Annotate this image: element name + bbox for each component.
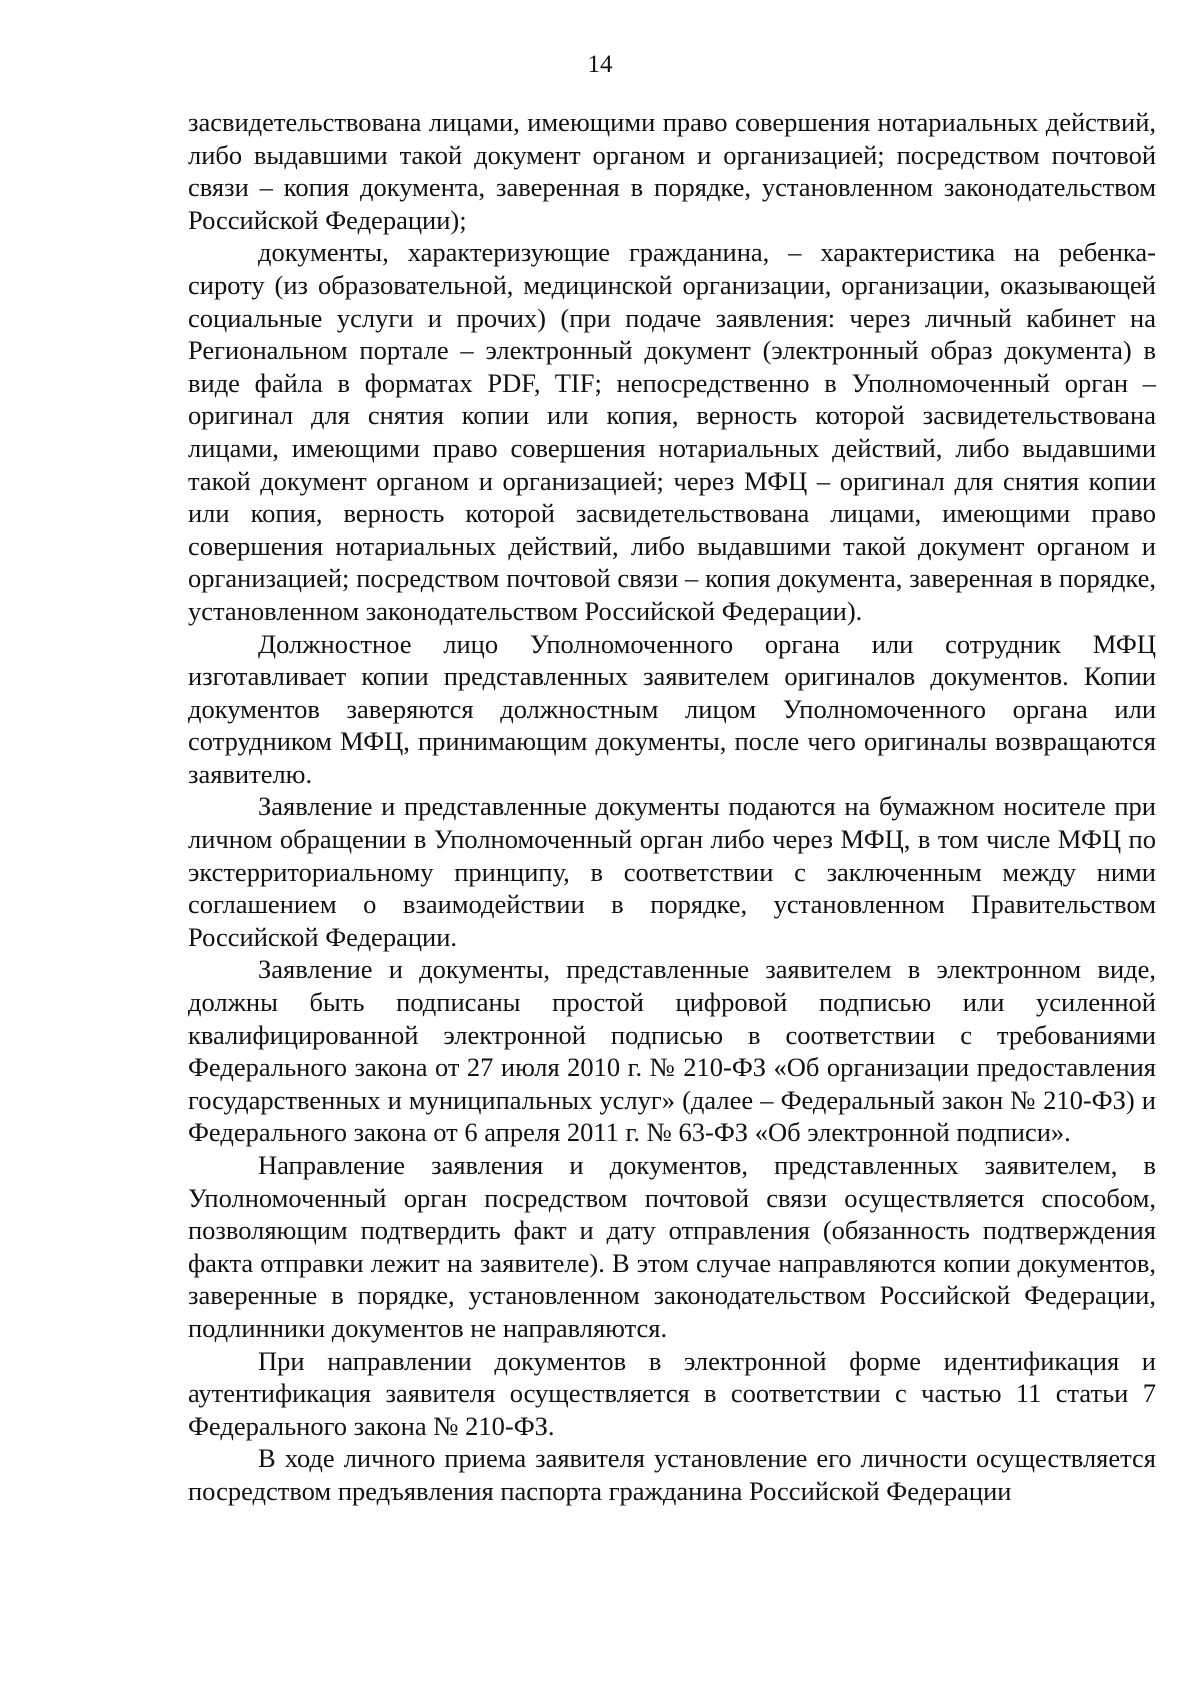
paragraph: Заявление и документы, представленные заявителем в электронном виде, должны быть подписаны простой цифровой подписью или усиленной квалифицированной электронной подписью в соответствии с требованиями Федерального закона от 27 июля 2010 г. № 210-ФЗ «Об организации предоставления государственных и муниципальных услуг» (далее – Федеральный закон № 210-ФЗ) и Федерального закона от 6 апреля 2011 г. № 63-ФЗ «Об электронной подписи». — [188, 954, 1156, 1148]
body-text — [188, 106, 1156, 1508]
paragraph: При направлении документов в электронной форме идентификация и аутентификация заявителя осуществляется в соответствии с частью 11 статьи 7 Федерального закона № 210-ФЗ. — [188, 1345, 1156, 1441]
paragraph: В ходе личного приема заявителя установление его личности осуществляется посредством предъявления паспорта гражданина Российской Федерации — [188, 1443, 1156, 1506]
paragraph: Должностное лицо Уполномоченного органа или сотрудник МФЦ изготавливает копии представленных заявителем оригиналов документов. Копии документов заверяются должностным лицом Уполномоченного органа или сотрудником МФЦ, принимающим документы, после чего оригиналы возвращаются заявителю. — [188, 628, 1156, 789]
paragraph: засвидетельствована лицами, имеющими право совершения нотариальных действий, либо выдавшими такой документ органом и организацией; посредством почтовой связи – копия документа, заверенная в порядке, установленном законодательством Российской Федерации); — [188, 107, 1156, 235]
paragraph: Направление заявления и документов, представленных заявителем, в Уполномоченный орган посредством почтовой связи осуществляется способом, позволяющим подтвердить факт и дату отправления (обязанность подтверждения факта отправки лежит на заявителе). В этом случае направляются копии документов, заверенные в порядке, установленном законодательством Российской Федерации, подлинники документов не направляются. — [188, 1150, 1156, 1343]
paragraph: Заявление и представленные документы подаются на бумажном носителе при личном обращении в Уполномоченный орган либо через МФЦ, в том числе МФЦ по экстерриториальному принципу, в соответствии с заключенным между ними соглашением о взаимодействии в порядке, установленном Правительством Российской Федерации. — [188, 791, 1156, 952]
page-number: 14 — [587, 51, 613, 78]
paragraph: документы, характеризующие гражданина, – характеристика на ребенка-сироту (из образовательной, медицинской организации, организации, оказывающей социальные услуги и прочих) (при подаче заявления: через личный кабинет на Региональном портале – электронный документ (электронный образ документа) в виде файла в форматах PDF, TIF; непосредственно в Уполномоченный орган – оригинал для снятия копии или копия, верность которой засвидетельствована лицами, имеющими право совершения нотариальных действий, либо выдавшими такой документ органом и организацией; через МФЦ – оригинал для снятия копии или копия, верность которой засвидетельствована лицами, имеющими право совершения нотариальных действий, либо выдавшими такой документ органом и организацией; посредством почтовой связи – копия документа, заверенная в порядке, установленном законодательством Российской Федерации). — [188, 237, 1156, 626]
